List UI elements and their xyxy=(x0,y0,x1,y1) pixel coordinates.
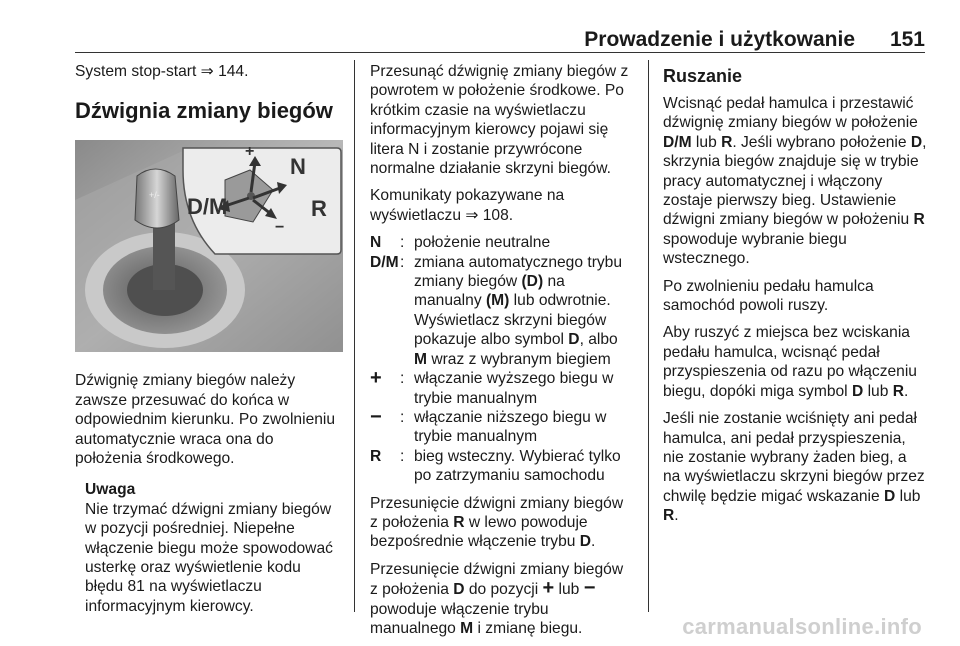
column-divider-2 xyxy=(648,60,649,612)
diagram-label-minus: − xyxy=(275,219,285,237)
definition-value: położenie neutralne xyxy=(414,234,551,252)
definition-row: − : włączanie niższego biegu w trybie manualnym xyxy=(370,408,632,447)
manual-mode-paragraph: Przesunięcie dźwigni zmiany biegów z położenia D do pozycji + lub − powoduje włączenie trybu manualnego M i zmianę biegu. xyxy=(370,560,624,637)
header-rule xyxy=(75,52,925,53)
minus-icon: − xyxy=(583,577,596,600)
release-brake-paragraph: Po zwolnieniu pedału hamulca samochód powoli ruszy. xyxy=(663,277,874,315)
lever-paragraph: Dźwignię zmiany biegów należy zawsze przesuwać do końca w odpowiednim kierunku. Po zwolnieniu automatycznie wraca ona do położenia środkowego. xyxy=(75,372,336,468)
definition-value: bieg wsteczny. Wybierać tylko po zatrzymaniu samochodu xyxy=(414,447,621,485)
column-right xyxy=(663,62,927,534)
definition-key: N xyxy=(370,234,382,252)
definition-key: D/M xyxy=(370,253,399,271)
watermark: carmanualsonline.info xyxy=(682,614,922,639)
plus-icon: + xyxy=(542,577,555,600)
section-heading-starting: Ruszanie xyxy=(663,66,743,86)
note-box xyxy=(85,480,343,616)
note-body: Nie trzymać dźwigni zmiany biegów w pozycji pośredniej. Niepełne włączenie biegu może spowodować usterkę oraz wyświetlenie kodu błędu 81 na wyświetlaczu informacyjnym kierowcy. xyxy=(85,500,333,615)
page-header xyxy=(75,28,925,52)
stop-start-reference: System stop-start ⇒ 144. xyxy=(75,63,249,80)
definition-row: N : położenie neutralne xyxy=(370,233,632,252)
messages-reference: Komunikaty pokazywane na wyświetlaczu ⇒ 108. xyxy=(370,187,565,224)
diagram-label-plus: + xyxy=(245,143,255,161)
reference-arrow-icon: ⇒ xyxy=(465,206,479,224)
note-title: Uwaga xyxy=(85,481,136,499)
column-middle xyxy=(370,62,632,646)
minus-icon: − xyxy=(370,405,382,428)
definition-list xyxy=(370,233,632,485)
svg-text:+/-: +/- xyxy=(149,190,160,201)
section-heading: Dźwignia zmiany biegów xyxy=(75,98,333,124)
gear-lever-diagram-icon xyxy=(75,140,343,352)
definition-key: R xyxy=(370,447,382,465)
diagram-label-dm: D/M xyxy=(187,194,228,220)
no-pedal-paragraph: Jeśli nie zostanie wciśnięty ani pedał hamulca, ani pedał przyspieszenia, nie zostanie wybrany żaden bieg, a na wyświetlaczu skrzyni biegów przez chwilę będzie migać wskazanie D lub R. xyxy=(663,410,925,525)
diagram-label-r: R xyxy=(311,196,327,222)
diagram-label-n: N xyxy=(290,154,306,180)
definition-row: D/M : zmiana automatycznego trybu zmiany biegów (D) na manualny (M) lub odwrotnie. Wyświetlacz skrzyni biegów pokazuje albo symbol D, albo M wraz z wybranym biegiem xyxy=(370,253,632,369)
column-left xyxy=(75,62,343,616)
reference-arrow-icon: ⇒ xyxy=(200,63,214,80)
definition-value: włączanie niższego biegu w trybie manualnym xyxy=(414,408,607,446)
plus-icon: + xyxy=(370,367,382,390)
column-divider-1 xyxy=(354,60,355,612)
return-paragraph: Przesunąć dźwignię zmiany biegów z powrotem w położenie środkowe. Po krótkim czasie na wyświetlaczu informacyjnym kierowcy pojawi się litera N i zostanie przywrócone normalne działanie skrzyni biegów. xyxy=(370,63,629,178)
no-brake-paragraph: Aby ruszyć z miejsca bez wciskania pedału hamulca, wcisnąć pedał przyspieszenia od razu po włączeniu biegu, dopóki miga symbol D lub R. xyxy=(663,324,917,400)
start-paragraph: Wcisnąć pedał hamulca i przestawić dźwignię zmiany biegów w położenie D/M lub R. Jeśli wybrano położenie D, skrzynia biegów znajduje się w trybie pracy automatycznej i włączony zostaje pierwszy bieg. Ustawienie dźwigni zmiany biegów w położeniu R spowoduje wybranie biegu wstecznego. xyxy=(663,95,927,268)
header-title: Prowadzenie i użytkowanie xyxy=(584,28,855,51)
r-to-d-paragraph: Przesunięcie dźwigni zmiany biegów z położenia R w lewo powoduje bezpośrednie włączenie trybu D. xyxy=(370,494,624,551)
definition-value: zmiana automatycznego trybu zmiany biegów (D) na manualny (M) lub odwrotnie. Wyświetlacz skrzyni biegów pokazuje albo symbol D, albo M wraz z wybranym biegiem xyxy=(414,253,623,368)
definition-row: R : bieg wsteczny. Wybierać tylko po zatrzymaniu samochodu xyxy=(370,447,632,486)
definition-value: włączanie wyższego biegu w trybie manualnym xyxy=(414,370,614,407)
page-number: 151 xyxy=(889,28,925,51)
definition-row: + : włączanie wyższego biegu w trybie manualnym xyxy=(370,369,632,408)
